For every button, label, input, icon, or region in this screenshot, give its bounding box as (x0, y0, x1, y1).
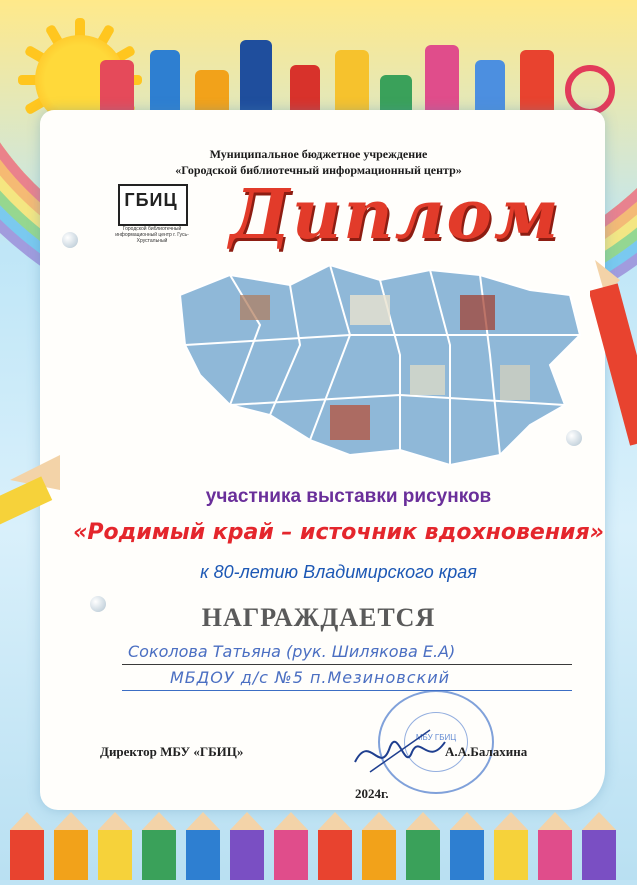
awarded-heading: НАГРАЖДАЕТСЯ (201, 603, 436, 632)
left-pencil-decoration (0, 440, 60, 640)
recipient-institution: МБДОУ д/с №5 п.Мезиновский (170, 668, 450, 687)
underline-2 (122, 690, 572, 691)
region-map-collage (170, 255, 590, 475)
underline-1 (122, 664, 572, 665)
right-pencil-decoration (590, 250, 637, 450)
director-position: Директор МБУ «ГБИЦ» (100, 744, 244, 759)
diploma-title: Диплом (229, 175, 561, 255)
signature-scribble (350, 722, 450, 782)
director-name: А.А.Балахина (445, 744, 528, 759)
org-line-1: Муниципальное бюджетное учреждение (209, 147, 428, 161)
org-line-2: «Городской библиотечный информационный центр» (175, 163, 462, 177)
pencils-decoration (0, 812, 637, 880)
participant-line: участника выставки рисунков (205, 486, 492, 507)
logo-text: ГБИЦ (124, 190, 178, 210)
anniversary-line: к 80-летию Владимирского края (200, 562, 477, 582)
pin-icon (62, 232, 78, 248)
year: 2024г. (355, 786, 389, 801)
stamp-text: МБУ ГБИЦ (415, 733, 457, 742)
logo-subtext: Городской библиотечный информационный центр г. Гусь-Хрустальный (115, 226, 189, 244)
recipient-name: Соколова Татьяна (рук. Шилякова Е.А) (128, 642, 456, 661)
exhibition-title: «Родимый край – источник вдохновения» (73, 520, 604, 545)
